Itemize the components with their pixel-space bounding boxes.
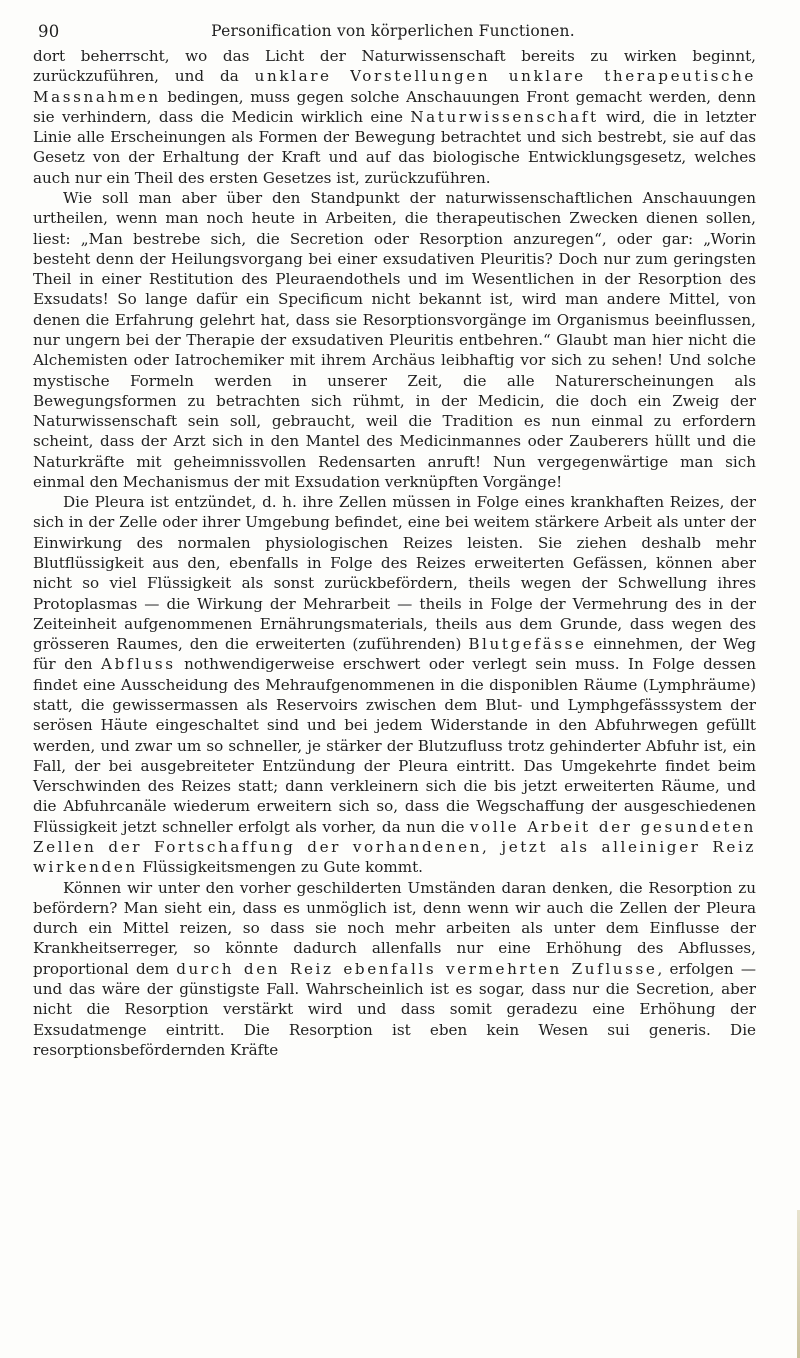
- body-text: [30, 46, 756, 1060]
- paragraph-2: [33, 188, 756, 492]
- spaced-emphasis: unklare Vorstellungen unklare therapeutische Massnahmen: [33, 67, 756, 106]
- text-run: nothwendigerweise erschwert oder verlegt sein muss. In Folge dessen findet eine Ausscheidung des Mehraufgenommenen in die disponiblen Räume (Lymphräume) statt, die gewissermassen als Reservoirs zwischen dem Blut- und Lymphgefässsystem der serösen Häute eingeschaltet sind und bei jedem Widerstande in den Abfuhrwegen gefüllt werden, und zwar um so schneller, je stärker der Blutzufluss trotz gehinderter Abfuhr ist, ein Fall, der bei ausgebreiteter Entzündung der Pleura eintritt. Das Umgekehrte findet beim Verschwinden des Reizes statt; dann verkleinern sich die bis jetzt erweiterten Räume, und die Abfuhrcanäle wiederum erweitern sich so, dass die Wegschaffung der ausgeschiedenen Flüssigkeit jetzt schneller erfolgt als vorher, da nun die: [33, 655, 756, 836]
- spaced-emphasis: Naturwissenschaft: [410, 107, 599, 126]
- spaced-emphasis: volle Arbeit der gesundeten Zellen der Fortschaffung der vorhandenen, jetzt als alleiniger Reiz wirkenden: [33, 817, 756, 877]
- text-run: dort beherrscht, wo das Licht der Naturwissenschaft bereits zu wirken beginnt, zurückzuführen, und da: [33, 47, 756, 86]
- spaced-emphasis: durch den Reiz ebenfalls vermehrten Zuflusse: [176, 959, 658, 978]
- text-run: wird, die in letzter Linie alle Erscheinungen als Formen der Bewegung betrachtet und sich bestrebt, sie auf das Gesetz von der Erhaltung der Kraft und auf das biologische Entwicklungsgesetz, welches auch nur ein Theil des ersten Gesetzes ist, zurückzuführen.: [33, 107, 756, 187]
- page-number: 90: [38, 22, 60, 41]
- spaced-emphasis: Blutgefässe: [468, 635, 587, 654]
- text-run: , erfolgen — und das wäre der günstigste Fall. Wahrscheinlich ist es sogar, dass nur die Secretion, aber nicht die Resorption verstärkt wird und dass somit geradezu eine Erhöhung der Exsudatmenge eintritt. Die Resorption ist eben kein Wesen sui generis. Die resorptionsbefördernden Kräfte: [33, 959, 757, 1059]
- spaced-emphasis: Abfluss: [101, 655, 176, 674]
- paragraph-3: [33, 492, 756, 877]
- paragraph-4: [33, 878, 756, 1061]
- running-head: Personification von körperlichen Functionen.: [211, 22, 575, 40]
- text-run: einnehmen, der Weg für den: [33, 635, 756, 674]
- paragraph-1: [33, 46, 756, 188]
- text-run: Die Pleura ist entzündet, d. h. ihre Zellen müssen in Folge eines krankhaften Reizes, der sich in der Zelle oder ihrer Umgebung befindet, eine bei weitem stärkere Arbeit als unter der Einwirkung des normalen physiologischen Reizes leisten. Sie ziehen deshalb mehr Blutflüssigkeit aus den, ebenfalls in Folge des Reizes erweiterten Gefässen, können aber nicht so viel Flüssigkeit als sonst zurückbefördern, theils wegen der Schwellung ihres Protoplasmas — die Wirkung der Mehrarbeit — theils in Folge der Vermehrung des in der Zeiteinheit aufgenommenen Ernährungsmaterials, theils aus dem Grunde, dass wegen des grösseren Raumes, den die erweiterten (zuführenden): [33, 493, 756, 654]
- text-run: Können wir unter den vorher geschilderten Umständen daran denken, die Resorption zu befördern? Man sieht ein, dass es unmöglich ist, denn wenn wir auch die Zellen der Pleura durch ein Mittel reizen, so dass sie noch mehr arbeiten als unter dem Einflusse der Krankheitserreger, so könnte dadurch allenfalls nur eine Erhöhung des Abflusses, proportional dem: [33, 878, 756, 978]
- page-header: [30, 0, 756, 46]
- text-run: Flüssigkeitsmengen zu Gute kommt.: [137, 858, 423, 877]
- text-run: Wie soll man aber über den Standpunkt der naturwissenschaftlichen Anschauungen urtheilen, wenn man noch heute in Arbeiten, die therapeutischen Zwecken dienen sollen, liest: „Man bestrebe sich, die Secretion oder Resorption anzuregen“, oder gar: „Worin besteht denn der Heilungsvorgang bei einer exsudativen Pleuritis? Doch nur zum geringsten Theil in einer Restitution des Pleuraendothels und im Wesentlichen in der Resorption des Exsudats! So lange dafür ein Specificum nicht bekannt ist, wird man andere Mittel, von denen die Erfahrung gelehrt hat, dass sie Resorptionsvorgänge im Organismus beeinflussen, nur ungern bei der Therapie der exsudativen Pleuritis entbehren.“ Glaubt man hier nicht die Alchemisten oder Iatrochemiker mit ihrem Archäus leibhaftig vor sich zu sehen! Und solche mystische Formeln werden in unserer Zeit, die alle Naturerscheinungen als Bewegungsformen zu betrachten sich rühmt, in der Medicin, die doch ein Zweig der Naturwissenschaft sein soll, gebraucht, weil die Tradition es nun einmal zu erfordern scheint, dass der Arzt sich in den Mantel des Medicinmannes oder Zauberers hüllt und die Naturkräfte mit geheimnissvollen Redensarten anruft! Nun vergegenwärtige man sich einmal den Mechanismus der mit Exsudation verknüpften Vorgänge!: [33, 188, 756, 491]
- text-run: bedingen, muss gegen solche Anschauungen Front gemacht werden, denn sie verhindern, dass die Medicin wirklich eine: [33, 87, 756, 126]
